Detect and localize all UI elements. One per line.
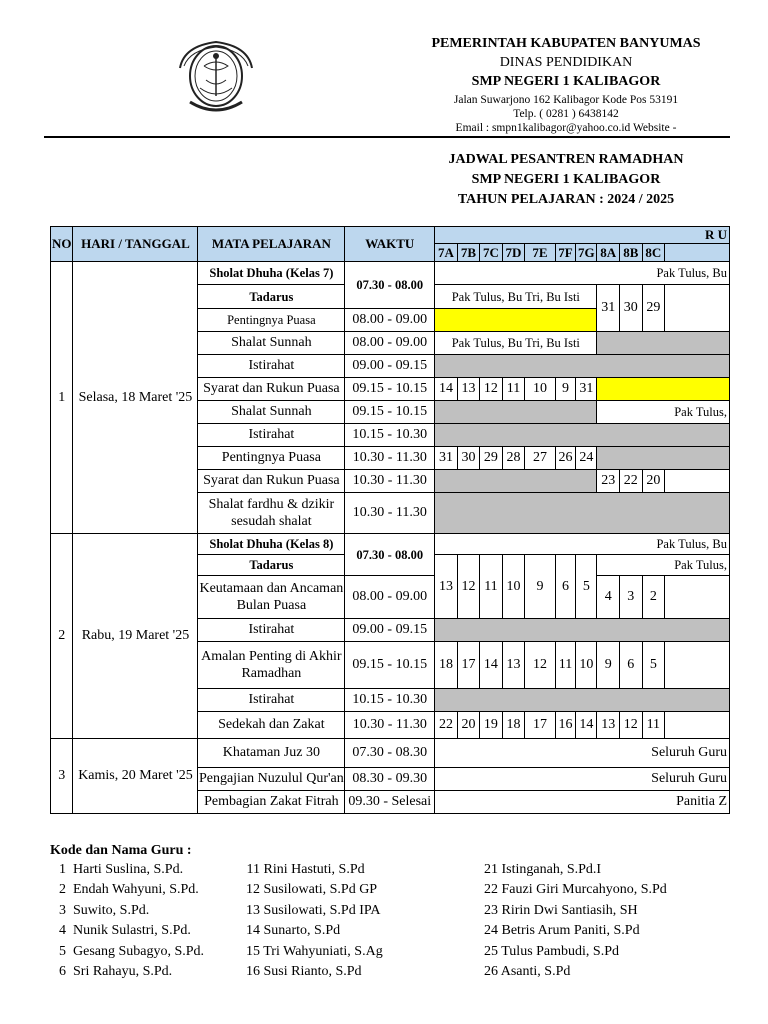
class-header: 7F [555, 244, 576, 262]
teacher-code: 22 [484, 882, 498, 898]
teacher-name: Rini Hastuti, S.Pd [263, 862, 365, 877]
room-cell: 5 [576, 555, 597, 619]
time-cell: 09.30 - Selesai [345, 791, 435, 814]
time-cell: 10.30 - 11.30 [345, 493, 435, 534]
blank-span [597, 447, 730, 470]
col-header-ruang: R U [435, 227, 730, 244]
teacher-list-title: Kode dan Nama Guru : [50, 843, 192, 858]
room-cell: 6 [620, 642, 642, 689]
time-cell: 08.30 - 09.30 [345, 768, 435, 791]
room-cell: 6 [555, 555, 576, 619]
room-cell: 31 [597, 285, 620, 332]
room-cell: 20 [642, 470, 665, 493]
room-cell: 17 [457, 642, 479, 689]
room-cell: 5 [642, 642, 665, 689]
teacher-span: Seluruh Guru [435, 768, 730, 791]
teacher-code: 2 [59, 882, 66, 898]
class-header: 7D [502, 244, 525, 262]
room-cell: 12 [525, 642, 555, 689]
list-item [244, 942, 383, 962]
col-header-no: NO [51, 227, 73, 262]
list-item [482, 860, 667, 880]
teacher-span: Panitia Z [435, 791, 730, 814]
day-date: Selasa, 18 Maret '25 [73, 262, 198, 534]
room-cell: 20 [457, 712, 479, 739]
teacher-code: 5 [59, 943, 66, 959]
highlight-span [435, 309, 597, 332]
room-cell [665, 470, 730, 493]
break-span [435, 424, 730, 447]
list-item [482, 921, 667, 941]
header-address: Jalan Suwarjono 162 Kalibagor Kode Pos 53191 [453, 94, 679, 106]
subject-cell: Pentingnya Puasa [198, 447, 345, 470]
room-cell: 26 [555, 447, 576, 470]
time-cell: 07.30 - 08.00 [345, 262, 435, 309]
class-header: 7G [576, 244, 597, 262]
list-item [54, 942, 204, 962]
class-header: 8C [642, 244, 665, 262]
teacher-code: 16 [246, 963, 260, 979]
subject-cell: Sedekah dan Zakat [198, 712, 345, 739]
room-cell [665, 712, 730, 739]
room-cell: 29 [480, 447, 503, 470]
list-item [482, 901, 667, 921]
break-span [435, 355, 730, 378]
room-cell: 24 [576, 447, 597, 470]
room-cell: 13 [502, 642, 525, 689]
time-cell: 09.15 - 10.15 [345, 401, 435, 424]
room-cell: 31 [576, 378, 597, 401]
break-span [435, 619, 730, 642]
col-header-waktu: WAKTU [345, 227, 435, 262]
teacher-code: 4 [59, 923, 66, 939]
room-cell: 28 [502, 447, 525, 470]
list-item [244, 860, 383, 880]
room-cell: 19 [480, 712, 503, 739]
room-cell: 12 [480, 378, 503, 401]
list-item [482, 880, 667, 900]
blank-span [435, 493, 730, 534]
class-header: 8B [620, 244, 642, 262]
teacher-code: 11 [246, 862, 260, 877]
room-cell: 29 [642, 285, 665, 332]
room-cell: 13 [597, 712, 620, 739]
time-cell: 07.30 - 08.30 [345, 739, 435, 768]
teacher-code: 21 [484, 862, 498, 877]
list-item [244, 921, 383, 941]
teacher-name: Tri Wahyuniati, S.Ag [263, 943, 383, 959]
header-department: DINAS PENDIDIKAN [499, 55, 633, 70]
class-header: 7B [457, 244, 479, 262]
room-cell: 10 [502, 555, 525, 619]
time-cell: 09.15 - 10.15 [345, 642, 435, 689]
blank-span [597, 332, 730, 355]
day-date: Rabu, 19 Maret '25 [73, 534, 198, 739]
class-header: 7A [435, 244, 458, 262]
teacher-name: Betris Arum Paniti, S.Pd [501, 923, 640, 939]
teacher-name: Asanti, S.Pd [500, 963, 571, 979]
subject-cell: Pembagian Zakat Fitrah [198, 791, 345, 814]
room-cell: 11 [642, 712, 665, 739]
highlight-span [597, 378, 730, 401]
room-cell: 9 [525, 555, 555, 619]
schedule-school: SMP NEGERI 1 KALIBAGOR [471, 172, 661, 187]
blank-span [435, 470, 597, 493]
table-row [51, 739, 730, 768]
day-date: Kamis, 20 Maret '25 [73, 739, 198, 814]
teacher-name: Sri Rahayu, S.Pd. [73, 963, 173, 979]
subject-cell: Shalat Sunnah [198, 332, 345, 355]
header-divider [44, 136, 730, 138]
subject-cell: Syarat dan Rukun Puasa [198, 470, 345, 493]
teacher-name: Sunarto, S.Pd [263, 923, 341, 939]
room-cell [665, 642, 730, 689]
teacher-name: Endah Wahyuni, S.Pd. [73, 882, 199, 898]
room-cell: 27 [525, 447, 555, 470]
day-number: 2 [51, 534, 73, 739]
class-header-extra [665, 244, 730, 262]
day-number: 1 [51, 262, 73, 534]
subject-cell: Tadarus [198, 555, 345, 576]
teacher-name: Gesang Subagyo, S.Pd. [73, 943, 205, 959]
time-cell: 10.30 - 11.30 [345, 712, 435, 739]
subject-cell: Pengajian Nuzulul Qur'an [198, 768, 345, 791]
subject-cell: Keutamaan dan Ancaman Bulan Puasa [198, 576, 345, 619]
room-cell: 11 [502, 378, 525, 401]
teacher-list-col1 [54, 860, 204, 982]
subject-cell: Istirahat [198, 619, 345, 642]
room-cell: 9 [555, 378, 576, 401]
teacher-name: Susilowati, S.Pd GP [263, 882, 378, 898]
teacher-name: Ririn Dwi Santiasih, SH [501, 902, 638, 918]
teacher-list-col3 [482, 860, 667, 982]
subject-cell: Istirahat [198, 424, 345, 447]
room-cell: 14 [435, 378, 458, 401]
teacher-span: Pak Tulus, Bu [435, 262, 730, 285]
time-cell: 10.30 - 11.30 [345, 470, 435, 493]
header-school: SMP NEGERI 1 KALIBAGOR [471, 74, 661, 89]
break-span [435, 689, 730, 712]
room-cell: 13 [435, 555, 458, 619]
teacher-code: 24 [484, 923, 498, 939]
teacher-name: Istinganah, S.Pd.I [501, 862, 602, 877]
header-phone: Telp. ( 0281 ) 6438142 [513, 108, 619, 120]
list-item [482, 962, 667, 982]
time-cell: 08.00 - 09.00 [345, 309, 435, 332]
room-cell: 11 [480, 555, 503, 619]
room-cell: 3 [620, 576, 642, 619]
room-cell: 13 [457, 378, 479, 401]
time-cell: 07.30 - 08.00 [345, 534, 435, 576]
time-cell: 09.15 - 10.15 [345, 378, 435, 401]
header-email: Email : smpn1kalibagor@yahoo.co.id Website - [455, 122, 677, 134]
subject-cell: Pentingnya Puasa [198, 309, 345, 332]
day-number: 3 [51, 739, 73, 814]
room-cell: 9 [597, 642, 620, 689]
table-row [51, 534, 730, 555]
list-item [244, 901, 383, 921]
subject-cell: Shalat fardhu & dzikir sesudah shalat [198, 493, 345, 534]
subject-cell: Sholat Dhuha (Kelas 8) [198, 534, 345, 555]
teacher-span: Pak Tulus, Bu [435, 534, 730, 555]
teacher-name: Nunik Sulastri, S.Pd. [73, 923, 191, 939]
room-cell: 10 [525, 378, 555, 401]
list-item [54, 880, 204, 900]
subject-cell: Istirahat [198, 355, 345, 378]
teacher-code: 6 [59, 963, 66, 979]
list-item [54, 860, 204, 880]
room-cell: 12 [620, 712, 642, 739]
room-cell: 30 [620, 285, 642, 332]
subject-cell: Khataman Juz 30 [198, 739, 345, 768]
list-item [482, 942, 667, 962]
time-cell: 08.00 - 09.00 [345, 576, 435, 619]
teacher-code: 13 [246, 902, 260, 918]
teacher-code: 1 [59, 862, 66, 877]
room-cell: 18 [435, 642, 458, 689]
time-cell: 10.30 - 11.30 [345, 447, 435, 470]
teacher-name: Susi Rianto, S.Pd [263, 963, 362, 979]
teacher-code: 25 [484, 943, 498, 959]
time-cell: 10.15 - 10.30 [345, 689, 435, 712]
room-cell: 4 [597, 576, 620, 619]
teacher-span: Pak Tulus, Bu Tri, Bu Isti [435, 332, 597, 355]
teacher-list-col2 [244, 860, 383, 982]
teacher-code: 15 [246, 943, 260, 959]
room-cell: 11 [555, 642, 576, 689]
col-header-mapel: MATA PELAJARAN [198, 227, 345, 262]
room-cell: 22 [620, 470, 642, 493]
teacher-code: 14 [246, 923, 260, 939]
class-header: 8A [597, 244, 620, 262]
list-item [54, 962, 204, 982]
room-cell: 14 [576, 712, 597, 739]
time-cell: 09.00 - 09.15 [345, 619, 435, 642]
room-cell: 18 [502, 712, 525, 739]
time-cell: 08.00 - 09.00 [345, 332, 435, 355]
room-cell [665, 285, 730, 332]
teacher-span: Pak Tulus, [597, 555, 730, 576]
room-cell: 10 [576, 642, 597, 689]
schedule-title: JADWAL PESANTREN RAMADHAN [448, 152, 684, 167]
room-cell: 17 [525, 712, 555, 739]
teacher-span: Pak Tulus, [597, 401, 730, 424]
time-cell: 09.00 - 09.15 [345, 355, 435, 378]
col-header-hari: HARI / TANGGAL [73, 227, 198, 262]
room-cell: 14 [480, 642, 503, 689]
room-cell: 16 [555, 712, 576, 739]
teacher-code: 23 [484, 902, 498, 918]
teacher-code: 12 [246, 882, 260, 898]
room-cell [665, 576, 730, 619]
kabupaten-banyumas-seal-icon [170, 36, 262, 116]
room-cell: 2 [642, 576, 665, 619]
room-cell: 12 [457, 555, 479, 619]
teacher-name: Suwito, S.Pd. [73, 902, 150, 918]
subject-cell: Sholat Dhuha (Kelas 7) [198, 262, 345, 285]
teacher-name: Tulus Pambudi, S.Pd [501, 943, 619, 959]
subject-cell: Amalan Penting di Akhir Ramadhan [198, 642, 345, 689]
class-header: 7C [480, 244, 503, 262]
time-cell: 10.15 - 10.30 [345, 424, 435, 447]
teacher-name: Susilowati, S.Pd IPA [263, 902, 381, 918]
table-row [51, 262, 730, 285]
subject-cell: Shalat Sunnah [198, 401, 345, 424]
subject-cell: Istirahat [198, 689, 345, 712]
list-item [54, 901, 204, 921]
list-item [244, 880, 383, 900]
room-cell: 22 [435, 712, 458, 739]
schedule-year: TAHUN PELAJARAN : 2024 / 2025 [457, 192, 675, 207]
blank-span [435, 401, 597, 424]
room-cell: 23 [597, 470, 620, 493]
subject-cell: Tadarus [198, 285, 345, 309]
room-cell: 30 [457, 447, 479, 470]
header-government: PEMERINTAH KABUPATEN BANYUMAS [431, 36, 701, 51]
room-cell: 31 [435, 447, 458, 470]
subject-cell: Syarat dan Rukun Puasa [198, 378, 345, 401]
teacher-code: 3 [59, 902, 66, 918]
teacher-span: Pak Tulus, Bu Tri, Bu Isti [435, 285, 597, 309]
teacher-span: Seluruh Guru [435, 739, 730, 768]
list-item [244, 962, 383, 982]
class-header: 7E [525, 244, 555, 262]
schedule-table [50, 226, 730, 824]
teacher-name: Harti Suslina, S.Pd. [73, 862, 184, 877]
teacher-code: 26 [484, 963, 498, 979]
list-item [54, 921, 204, 941]
teacher-name: Fauzi Giri Murcahyono, S.Pd [501, 882, 667, 898]
